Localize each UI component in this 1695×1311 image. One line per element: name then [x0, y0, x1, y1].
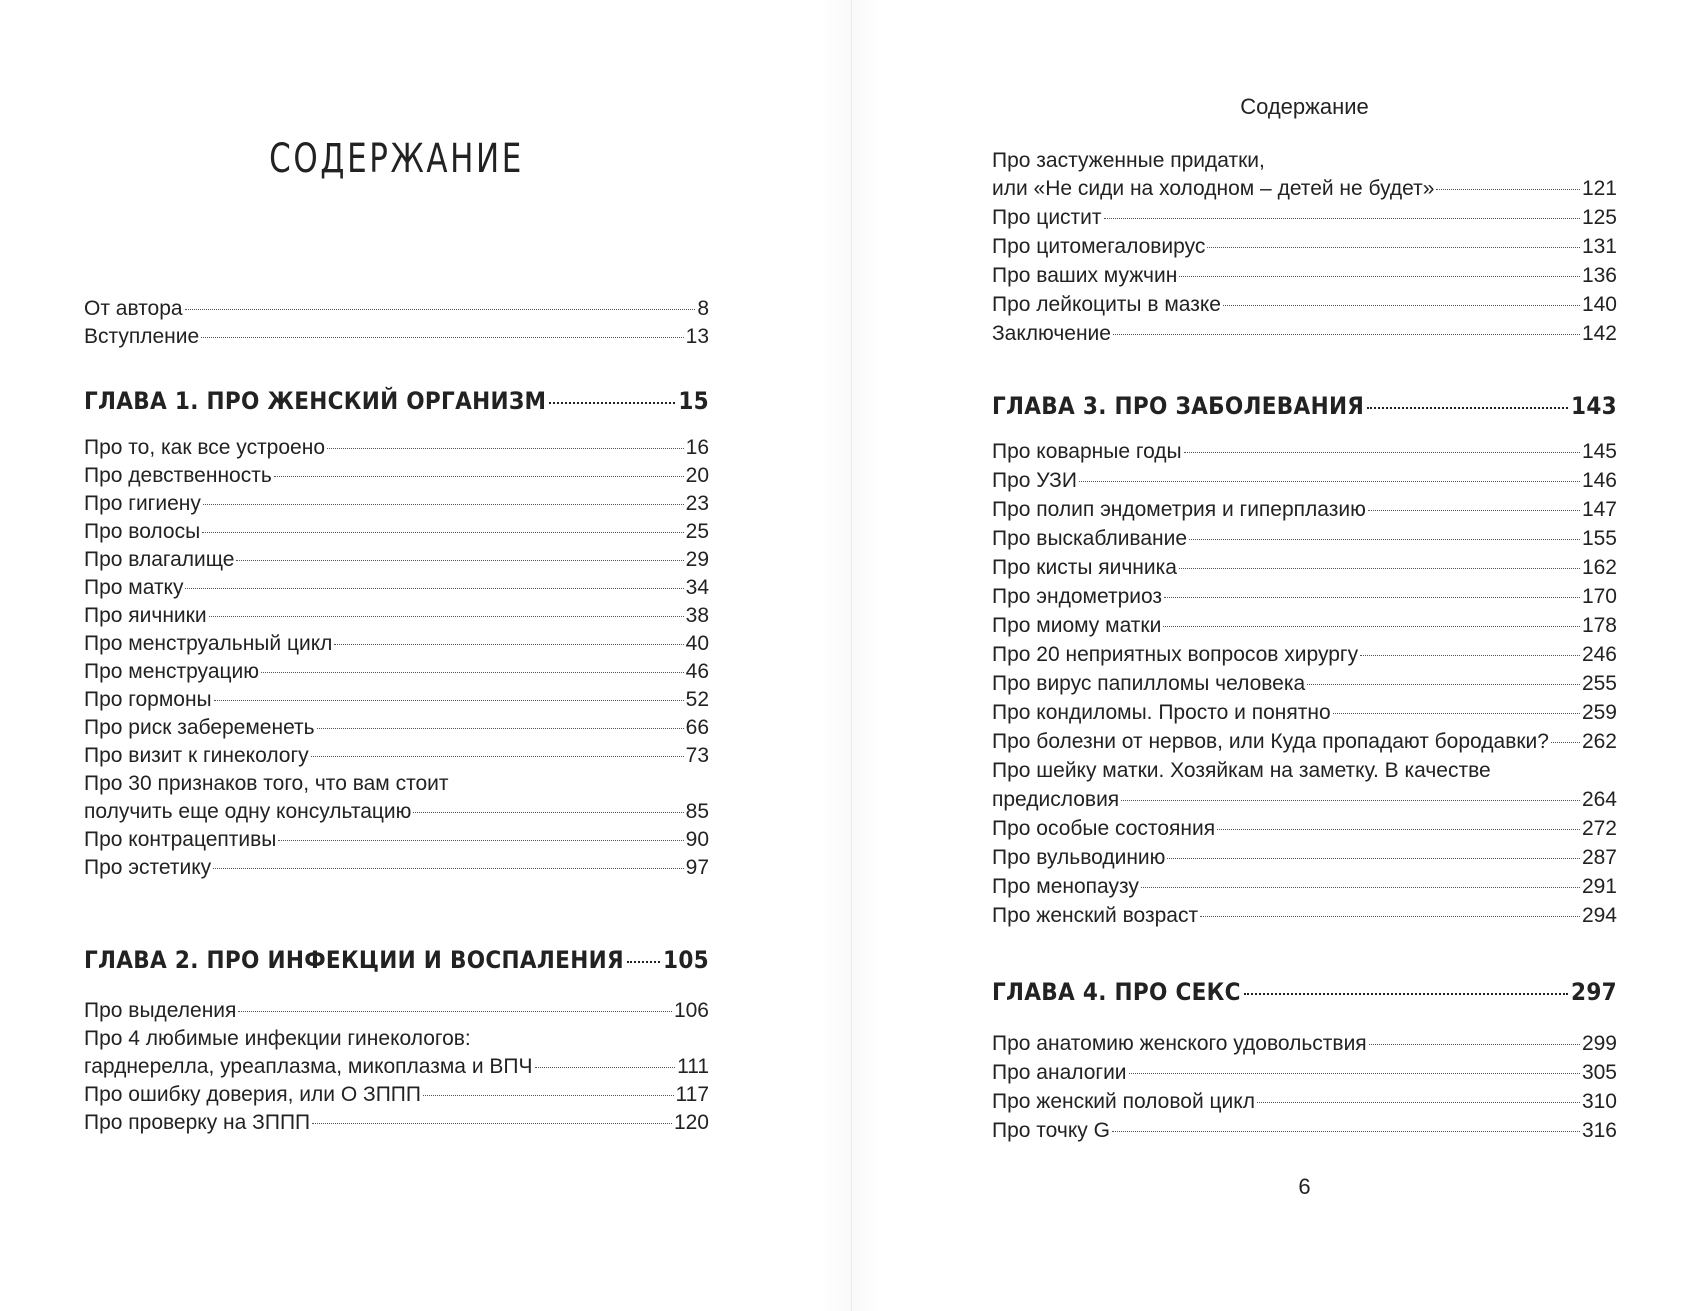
right-page	[992, 0, 1617, 1311]
toc-entry-page: 255	[1581, 672, 1617, 695]
toc-entry[interactable]	[992, 1117, 1617, 1145]
toc-entry[interactable]	[84, 630, 709, 658]
dot-leader	[1368, 510, 1580, 511]
dot-leader	[1333, 713, 1580, 714]
dot-leader	[1189, 539, 1580, 540]
toc-entry-label: предисловия	[992, 788, 1120, 811]
toc-entry-page: 25	[685, 520, 709, 543]
toc-entry-page: 34	[685, 576, 709, 599]
dot-leader	[627, 961, 660, 963]
toc-entry[interactable]	[992, 1059, 1617, 1087]
dot-leader	[185, 588, 683, 589]
toc-entry-label: Про выделения	[84, 999, 237, 1022]
dot-leader	[1121, 800, 1580, 801]
dot-leader	[1104, 218, 1580, 219]
toc-entry-page: 85	[685, 800, 709, 823]
toc-entry-label: Про менструальный цикл	[84, 632, 333, 655]
toc-entry[interactable]	[992, 438, 1617, 466]
toc-entry-first-line[interactable]: Про 4 любимые инфекции гинекологов:	[84, 1027, 471, 1050]
left-page	[84, 0, 709, 1311]
dot-leader	[1113, 334, 1580, 335]
toc-entry-label: Про менопаузу	[992, 875, 1139, 898]
dot-leader	[1179, 276, 1580, 277]
toc-entry[interactable]	[992, 1030, 1617, 1058]
toc-entry[interactable]	[84, 1109, 709, 1137]
chapter-page: 143	[1571, 392, 1617, 420]
toc-entry-page: 90	[685, 828, 709, 851]
dot-leader	[423, 1095, 674, 1096]
dot-leader	[1164, 597, 1580, 598]
toc-entry-page: 262	[1581, 730, 1617, 753]
toc-entry-page: 117	[675, 1083, 709, 1106]
toc-entry-first-line[interactable]: Про шейку матки. Хозяйкам на заметку. В качестве	[992, 759, 1491, 782]
toc-entry-label: Про точку G	[992, 1119, 1110, 1142]
toc-entry-page: 310	[1581, 1090, 1617, 1113]
dot-leader	[413, 812, 683, 813]
dot-leader	[209, 616, 684, 617]
toc-entry[interactable]	[84, 686, 709, 714]
toc-entry-page: 40	[685, 632, 709, 655]
toc-entry[interactable]	[84, 798, 709, 826]
toc-entry-page: 246	[1581, 643, 1617, 666]
toc-entry[interactable]	[992, 320, 1617, 348]
toc-entry-label: Про особые состояния	[992, 817, 1216, 840]
toc-entry-page: 66	[685, 716, 709, 739]
toc-entry[interactable]	[84, 1081, 709, 1109]
dot-leader	[317, 728, 684, 729]
dot-leader	[1436, 189, 1580, 190]
dot-leader	[203, 504, 684, 505]
toc-entry-label: или «Не сиди на холодном – детей не будет»	[992, 177, 1435, 200]
chapter-label: ГЛАВА 3. ПРО ЗАБОЛЕВАНИЯ	[992, 392, 1365, 420]
toc-entry-label: Про лейкоциты в мазке	[992, 293, 1221, 316]
toc-entry[interactable]	[84, 462, 709, 490]
dot-leader	[1184, 452, 1580, 453]
toc-entry-page: 131	[1581, 235, 1617, 258]
toc-entry[interactable]	[84, 323, 709, 351]
toc-entry-label: Про проверку на ЗППП	[84, 1111, 311, 1134]
toc-entry-label: Про эстетику	[84, 856, 212, 879]
toc-entry-page: 264	[1581, 788, 1617, 811]
toc-entry-page: 20	[685, 464, 709, 487]
dot-leader	[214, 700, 684, 701]
toc-entry-page: 272	[1581, 817, 1617, 840]
toc-entry-page: 73	[685, 744, 709, 767]
toc-entry-label: Про кисты яичника	[992, 556, 1177, 579]
toc-entry-page: 106	[673, 999, 709, 1022]
toc-entry-page: 38	[685, 604, 709, 627]
dot-leader	[1367, 407, 1568, 409]
toc-entry-page: 287	[1581, 846, 1617, 869]
toc-entry-first-line[interactable]: Про застуженные придатки,	[992, 149, 1265, 172]
toc-entry[interactable]	[84, 714, 709, 742]
toc-entry[interactable]	[84, 295, 709, 323]
toc-entry[interactable]	[992, 902, 1617, 930]
toc-entry-label: Про менструацию	[84, 660, 260, 683]
toc-entry-label: Про женский половой цикл	[992, 1090, 1255, 1113]
toc-entry-label: Про вирус папилломы человека	[992, 672, 1306, 695]
toc-entry-page: 140	[1581, 293, 1617, 316]
toc-entry[interactable]	[84, 742, 709, 770]
toc-entry[interactable]	[992, 786, 1617, 814]
dot-leader	[327, 448, 684, 449]
chapter-label: ГЛАВА 4. ПРО СЕКС	[992, 978, 1241, 1006]
dot-leader	[201, 337, 683, 338]
toc-entry-page: 29	[685, 548, 709, 571]
dot-leader	[238, 1011, 672, 1012]
toc-entry-page: 97	[685, 856, 709, 879]
toc-entry-page: 305	[1581, 1061, 1617, 1084]
toc-entry-page: 162	[1581, 556, 1617, 579]
toc-entry-label: Про визит к гинекологу	[84, 744, 309, 767]
toc-entry-page: 316	[1581, 1119, 1617, 1142]
toc-entry[interactable]	[992, 815, 1617, 843]
toc-entry-page: 291	[1581, 875, 1617, 898]
toc-entry[interactable]	[992, 641, 1617, 669]
toc-entry[interactable]	[84, 546, 709, 574]
toc-entry-page: 299	[1581, 1032, 1617, 1055]
dot-leader	[312, 1123, 672, 1124]
chapter-heading[interactable]	[992, 391, 1617, 421]
chapter-heading[interactable]	[84, 386, 709, 416]
toc-entry-page: 145	[1581, 440, 1617, 463]
toc-entry[interactable]	[992, 1088, 1617, 1116]
toc-entry[interactable]	[84, 854, 709, 882]
toc-entry[interactable]	[992, 496, 1617, 524]
toc-entry-page: 52	[685, 688, 709, 711]
toc-entry-label: Про болезни от нервов, или Куда пропадают бородавки?	[992, 730, 1549, 753]
toc-entry-page: 146	[1581, 469, 1617, 492]
toc-entry[interactable]	[84, 1053, 709, 1081]
toc-entry-page: 16	[685, 436, 709, 459]
toc-entry-label: Про цитомегаловирус	[992, 235, 1206, 258]
dot-leader	[311, 756, 684, 757]
dot-leader	[535, 1067, 676, 1068]
toc-entry-page: 294	[1581, 904, 1617, 927]
toc-entry-label: Про яичники	[84, 604, 207, 627]
toc-entry[interactable]	[84, 434, 709, 462]
toc-entry-label: Про контрацептивы	[84, 828, 277, 851]
toc-entry-label: Про полип эндометрия и гиперплазию	[992, 498, 1366, 521]
toc-entry[interactable]	[992, 670, 1617, 698]
toc-entry-page: 8	[697, 297, 709, 320]
toc-entry-label: Про УЗИ	[992, 469, 1077, 492]
toc-entry-label: получить еще одну консультацию	[84, 800, 412, 823]
toc-entry[interactable]	[84, 826, 709, 854]
dot-leader	[278, 840, 683, 841]
toc-entry-page: 136	[1581, 264, 1617, 287]
toc-entry-page: 111	[677, 1055, 709, 1078]
toc-entry-page: 13	[685, 325, 709, 348]
toc-entry[interactable]	[84, 658, 709, 686]
dot-leader	[213, 868, 684, 869]
toc-entry-page: 259	[1581, 701, 1617, 724]
dot-leader	[185, 309, 696, 310]
dot-leader	[1217, 829, 1580, 830]
toc-entry-page: 155	[1581, 527, 1617, 550]
toc-entry[interactable]	[992, 612, 1617, 640]
gutter-line	[851, 0, 852, 1311]
toc-entry[interactable]	[992, 467, 1617, 495]
toc-entry[interactable]	[992, 262, 1617, 290]
toc-entry-label: Заключение	[992, 322, 1111, 345]
toc-entry-label: Про коварные годы	[992, 440, 1182, 463]
toc-entry[interactable]	[992, 291, 1617, 319]
dot-leader	[274, 476, 684, 477]
chapter-page: 297	[1571, 978, 1617, 1006]
dot-leader	[261, 672, 684, 673]
dot-leader	[1200, 916, 1580, 917]
page-title: СОДЕРЖАНИЕ	[269, 136, 524, 182]
toc-entry[interactable]	[84, 997, 709, 1025]
toc-entry[interactable]	[992, 844, 1617, 872]
dot-leader	[334, 644, 683, 645]
toc-entry-label: Про цистит	[992, 206, 1102, 229]
dot-leader	[1257, 1102, 1580, 1103]
toc-entry-label: Вступление	[84, 325, 200, 348]
dot-leader	[1244, 993, 1568, 995]
toc-entry-label: Про 20 неприятных вопросов хирургу	[992, 643, 1359, 666]
chapter-page: 105	[663, 946, 709, 974]
dot-leader	[1307, 684, 1580, 685]
toc-entry-page: 142	[1581, 322, 1617, 345]
toc-entry-label: Про гормоны	[84, 688, 212, 711]
chapter-page: 15	[678, 387, 709, 415]
toc-entry-first-line[interactable]: Про 30 признаков того, что вам стоит	[84, 772, 449, 795]
toc-entry-label: Про миому матки	[992, 614, 1162, 637]
toc-entry-label: Про выскабливание	[992, 527, 1188, 550]
dot-leader	[1223, 305, 1580, 306]
chapter-label: ГЛАВА 2. ПРО ИНФЕКЦИИ И ВОСПАЛЕНИЯ	[84, 946, 624, 974]
dot-leader	[1551, 742, 1580, 743]
toc-entry-label: Про аналогии	[992, 1061, 1127, 1084]
toc-entry[interactable]	[84, 574, 709, 602]
toc-entry[interactable]	[992, 175, 1617, 203]
dot-leader	[1179, 568, 1580, 569]
toc-entry-label: Про матку	[84, 576, 184, 599]
chapter-heading[interactable]	[992, 977, 1617, 1007]
toc-entry[interactable]	[992, 525, 1617, 553]
chapter-heading[interactable]	[84, 945, 709, 975]
toc-entry[interactable]	[992, 728, 1617, 756]
toc-entry-label: Про ваших мужчин	[992, 264, 1178, 287]
dot-leader	[236, 560, 683, 561]
toc-entry-label: Про риск забеременеть	[84, 716, 315, 739]
dot-leader	[1141, 887, 1580, 888]
dot-leader	[1163, 626, 1580, 627]
toc-entry-label: От автора	[84, 297, 183, 320]
dot-leader	[1207, 247, 1580, 248]
toc-entry[interactable]	[84, 490, 709, 518]
dot-leader	[1112, 1131, 1580, 1132]
toc-entry-page: 170	[1581, 585, 1617, 608]
toc-entry-label: Про анатомию женского удовольствия	[992, 1032, 1367, 1055]
dot-leader	[1167, 858, 1580, 859]
dot-leader	[1079, 481, 1580, 482]
running-head: Содержание	[1240, 94, 1369, 119]
toc-entry-label: Про ошибку доверия, или О ЗППП	[84, 1083, 421, 1106]
toc-entry[interactable]	[992, 204, 1617, 232]
toc-entry-page: 46	[685, 660, 709, 683]
dot-leader	[1129, 1073, 1580, 1074]
dot-leader	[1360, 655, 1580, 656]
toc-entry-label: Про женский возраст	[992, 904, 1199, 927]
dot-leader	[1369, 1044, 1580, 1045]
toc-entry[interactable]	[84, 518, 709, 546]
toc-entry-label: Про волосы	[84, 520, 201, 543]
toc-entry[interactable]	[992, 583, 1617, 611]
toc-entry-label: Про вульводинию	[992, 846, 1166, 869]
toc-entry-label: Про девственность	[84, 464, 272, 487]
toc-entry-label: Про влагалище	[84, 548, 235, 571]
chapter-label: ГЛАВА 1. ПРО ЖЕНСКИЙ ОРГАНИЗМ	[84, 387, 547, 415]
toc-entry-page: 147	[1581, 498, 1617, 521]
dot-leader	[549, 402, 675, 404]
toc-entry-label: Про то, как все устроено	[84, 436, 325, 459]
toc-entry[interactable]	[992, 233, 1617, 261]
toc-entry[interactable]	[992, 699, 1617, 727]
toc-entry[interactable]	[992, 554, 1617, 582]
toc-entry-page: 120	[673, 1111, 709, 1134]
page-number: 6	[1298, 1174, 1311, 1199]
toc-entry-page: 23	[685, 492, 709, 515]
toc-entry-label: гарднерелла, уреаплазма, микоплазма и ВПЧ	[84, 1055, 533, 1078]
toc-entry[interactable]	[992, 873, 1617, 901]
toc-entry[interactable]	[84, 602, 709, 630]
toc-entry-label: Про кондиломы. Просто и понятно	[992, 701, 1331, 724]
toc-entry-page: 125	[1581, 206, 1617, 229]
toc-entry-label: Про гигиену	[84, 492, 201, 515]
toc-entry-page: 121	[1581, 177, 1617, 200]
toc-entry-page: 178	[1581, 614, 1617, 637]
dot-leader	[202, 532, 683, 533]
toc-entry-label: Про эндометриоз	[992, 585, 1163, 608]
